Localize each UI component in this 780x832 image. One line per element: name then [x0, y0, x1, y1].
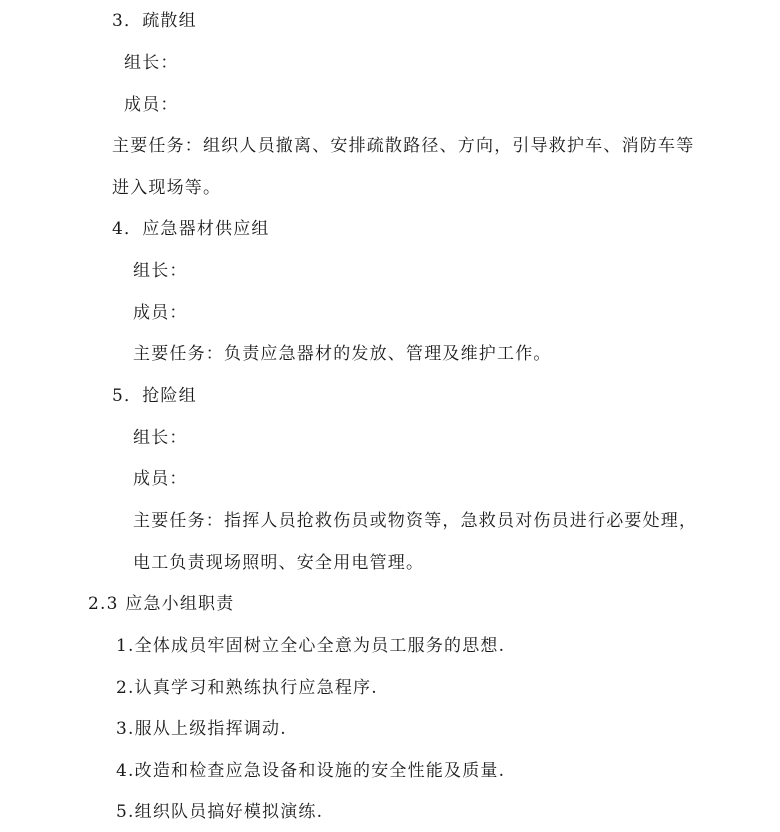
section-3-heading: 3．疏散组 [112, 11, 197, 31]
section-5-heading: 5．抢险组 [112, 386, 197, 406]
duty-item: 2.认真学习和熟练执行应急程序. [116, 678, 378, 698]
section-3-members: 成员： [124, 95, 179, 115]
duty-item: 3.服从上级指挥调动. [116, 719, 287, 739]
duty-item: 4.改造和检查应急设备和设施的安全性能及质量. [116, 761, 506, 781]
section-3-task-line1: 主要任务：组织人员撤离、安排疏散路径、方向，引导救护车、消防车等 [112, 136, 695, 156]
section-4-heading: 4．应急器材供应组 [112, 219, 270, 239]
section-3-task-line2: 进入现场等。 [112, 178, 222, 198]
section-4-members: 成员： [133, 303, 188, 323]
section-4-task: 主要任务：负责应急器材的发放、管理及维护工作。 [133, 344, 552, 364]
section-5-leader: 组长： [133, 428, 188, 448]
section-3-leader: 组长： [124, 53, 179, 73]
duty-item: 5.组织队员搞好模拟演练. [116, 802, 324, 822]
section-4-leader: 组长： [133, 261, 188, 281]
section-5-task-line2: 电工负责现场照明、安全用电管理。 [133, 553, 425, 573]
section-5-members: 成员： [133, 469, 188, 489]
duties-heading: 2.3 应急小组职责 [88, 594, 235, 614]
section-5-task-line1: 主要任务：指挥人员抢救伤员或物资等，急救员对伤员进行必要处理， [133, 511, 698, 531]
duty-item: 1.全体成员牢固树立全心全意为员工服务的思想. [116, 636, 506, 656]
